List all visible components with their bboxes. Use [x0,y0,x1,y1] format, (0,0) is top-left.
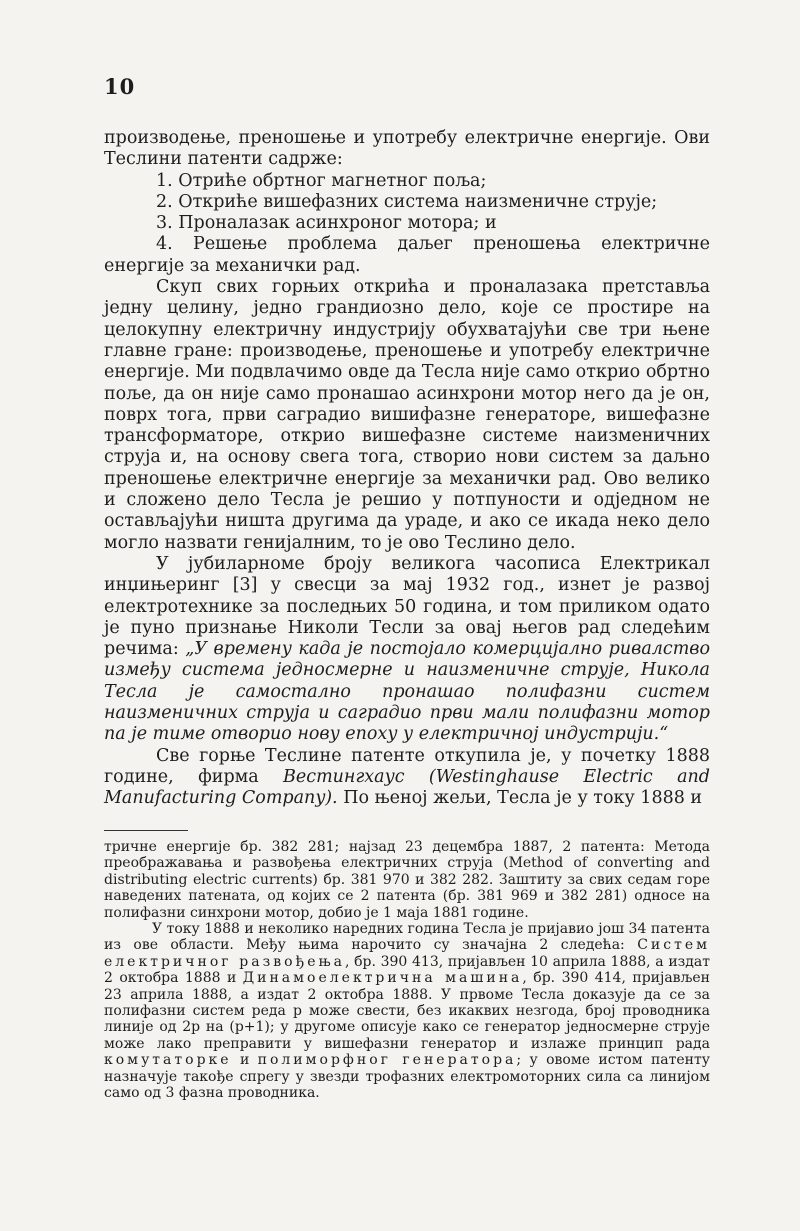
footnotes [104,839,710,1102]
paragraph-text: У јубиларноме броју великога часописа Електрикал инџињеринг [3] у свесци за мај 1932 год., изнет је развој електротехнике за последњих 50 година, и том приликом одато је пуно признање Николи Тесли за овај његов рад следећим речима: [104,553,710,660]
footnote-text: и [231,1052,258,1069]
paragraph [104,746,710,810]
footnote [104,921,710,1101]
patent-title: Динамоелектрична машина [242,970,523,987]
quote: „У времену када је постојало комерцијално ривалство између система једносмерне и наизменичне струје, Никола Тесла је самостално пронашао полифазни систем наизменичних струја и саградио први мали полифазни мотор па је тиме отворио нову епоху у електричној индустрији.“ [104,639,711,745]
page-number: 10 [104,74,136,99]
emphasized-term: полиморфног генератора [257,1052,517,1069]
footnote-divider [104,830,188,831]
footnote-text: У току 1888 и неколико наредних година Тесла је пријавио још 34 патента из ове области. Међу њима нарочито су значајна 2 следећа: [104,921,710,954]
paragraph-text: По њеној жељи, Тесла је у току 1888 и [337,788,703,809]
footnote-text: , бр. 390 413, пријављен 10 априла 1888, а издат 2 октобра 1888 и [104,953,711,987]
list-item: 4. Решење проблема даљег преношења електричне енергије за механички рад. [104,234,710,276]
list-item: 3. Проналазак асинхроног мотора; и [156,213,497,234]
main-text [104,128,710,810]
footnote-text: , бр. 390 414, пријављен 23 априла 1888, а издат 2 октобра 1888. У првоме Тесла доказује да се за полифазни систем реда p може свести, без икаквих незгода, број проводника линије од 2p на (p+1); у другоме описује како се генератор једносмерне струје може лако преправити у вишефазни генератор и излаже принцип рада [104,970,710,1052]
list-item: 2. Откриће вишефазних система наизменичне струје; [156,191,658,212]
emphasized-term: комутаторке [104,1052,232,1069]
footnote-text: ; у овоме истом патенту назначује такође спрегу у звезди трофазних електромоторних сила са линијом само од 3 фазна проводника. [104,1052,710,1102]
paragraph: производење, преношење и употребу електричне енергије. Ови Теслини патенти садрже: [104,128,710,170]
patent-title: Систем електричног развођења [104,937,710,970]
list-item: 1. Отриће обртног магнетног поља; [156,170,487,191]
footnote: тричне енергије бр. 382 281; најзад 23 децембра 1887, 2 патента: Метода преображавања и развођења електричних струја (Method of converting and distributing electric currents) бр. 381 970 и 382 282. Заштиту за свих седам горе наведених патената, од којих се 2 патента (бр. 381 969 и 382 281) односе на полифазни синхрони мотор, добио је 1 маја 1881 године. [104,839,710,921]
paragraph [104,554,710,746]
firm-name: Вестингхаус (Westinghause Electric and Manufacturing Company). [104,766,710,809]
paragraph-text: Све горње Теслине патенте откупила је, у почетку 1888 године, фирма [104,745,710,787]
paragraph: Скуп свих горњих открића и проналазака претставља једну целину, једно грандиозно дело, које се простире на целокупну електричну индустрију обухватајући све три њене главне гране: производење, преношење и употребу електричне енергије. Ми подвлачимо овде да Тесла није само открио обртно поље, да он није само пронашао асинхрони мотор него да је он, поврх тога, први саградио вишифазне генераторе, вишефазне трансформаторе, открио вишефазне системе наизменичних струја и, на основу свега тога, створио нови систем за даљно преношење електричне енергије за механички рад. Ово велико и сложено дело Тесла је решио у потпуности и одједном не остављајући ништа другима да ураде, и ако се икада неко дело могло назвати генијалним, то је ово Теслино дело. [104,277,710,553]
